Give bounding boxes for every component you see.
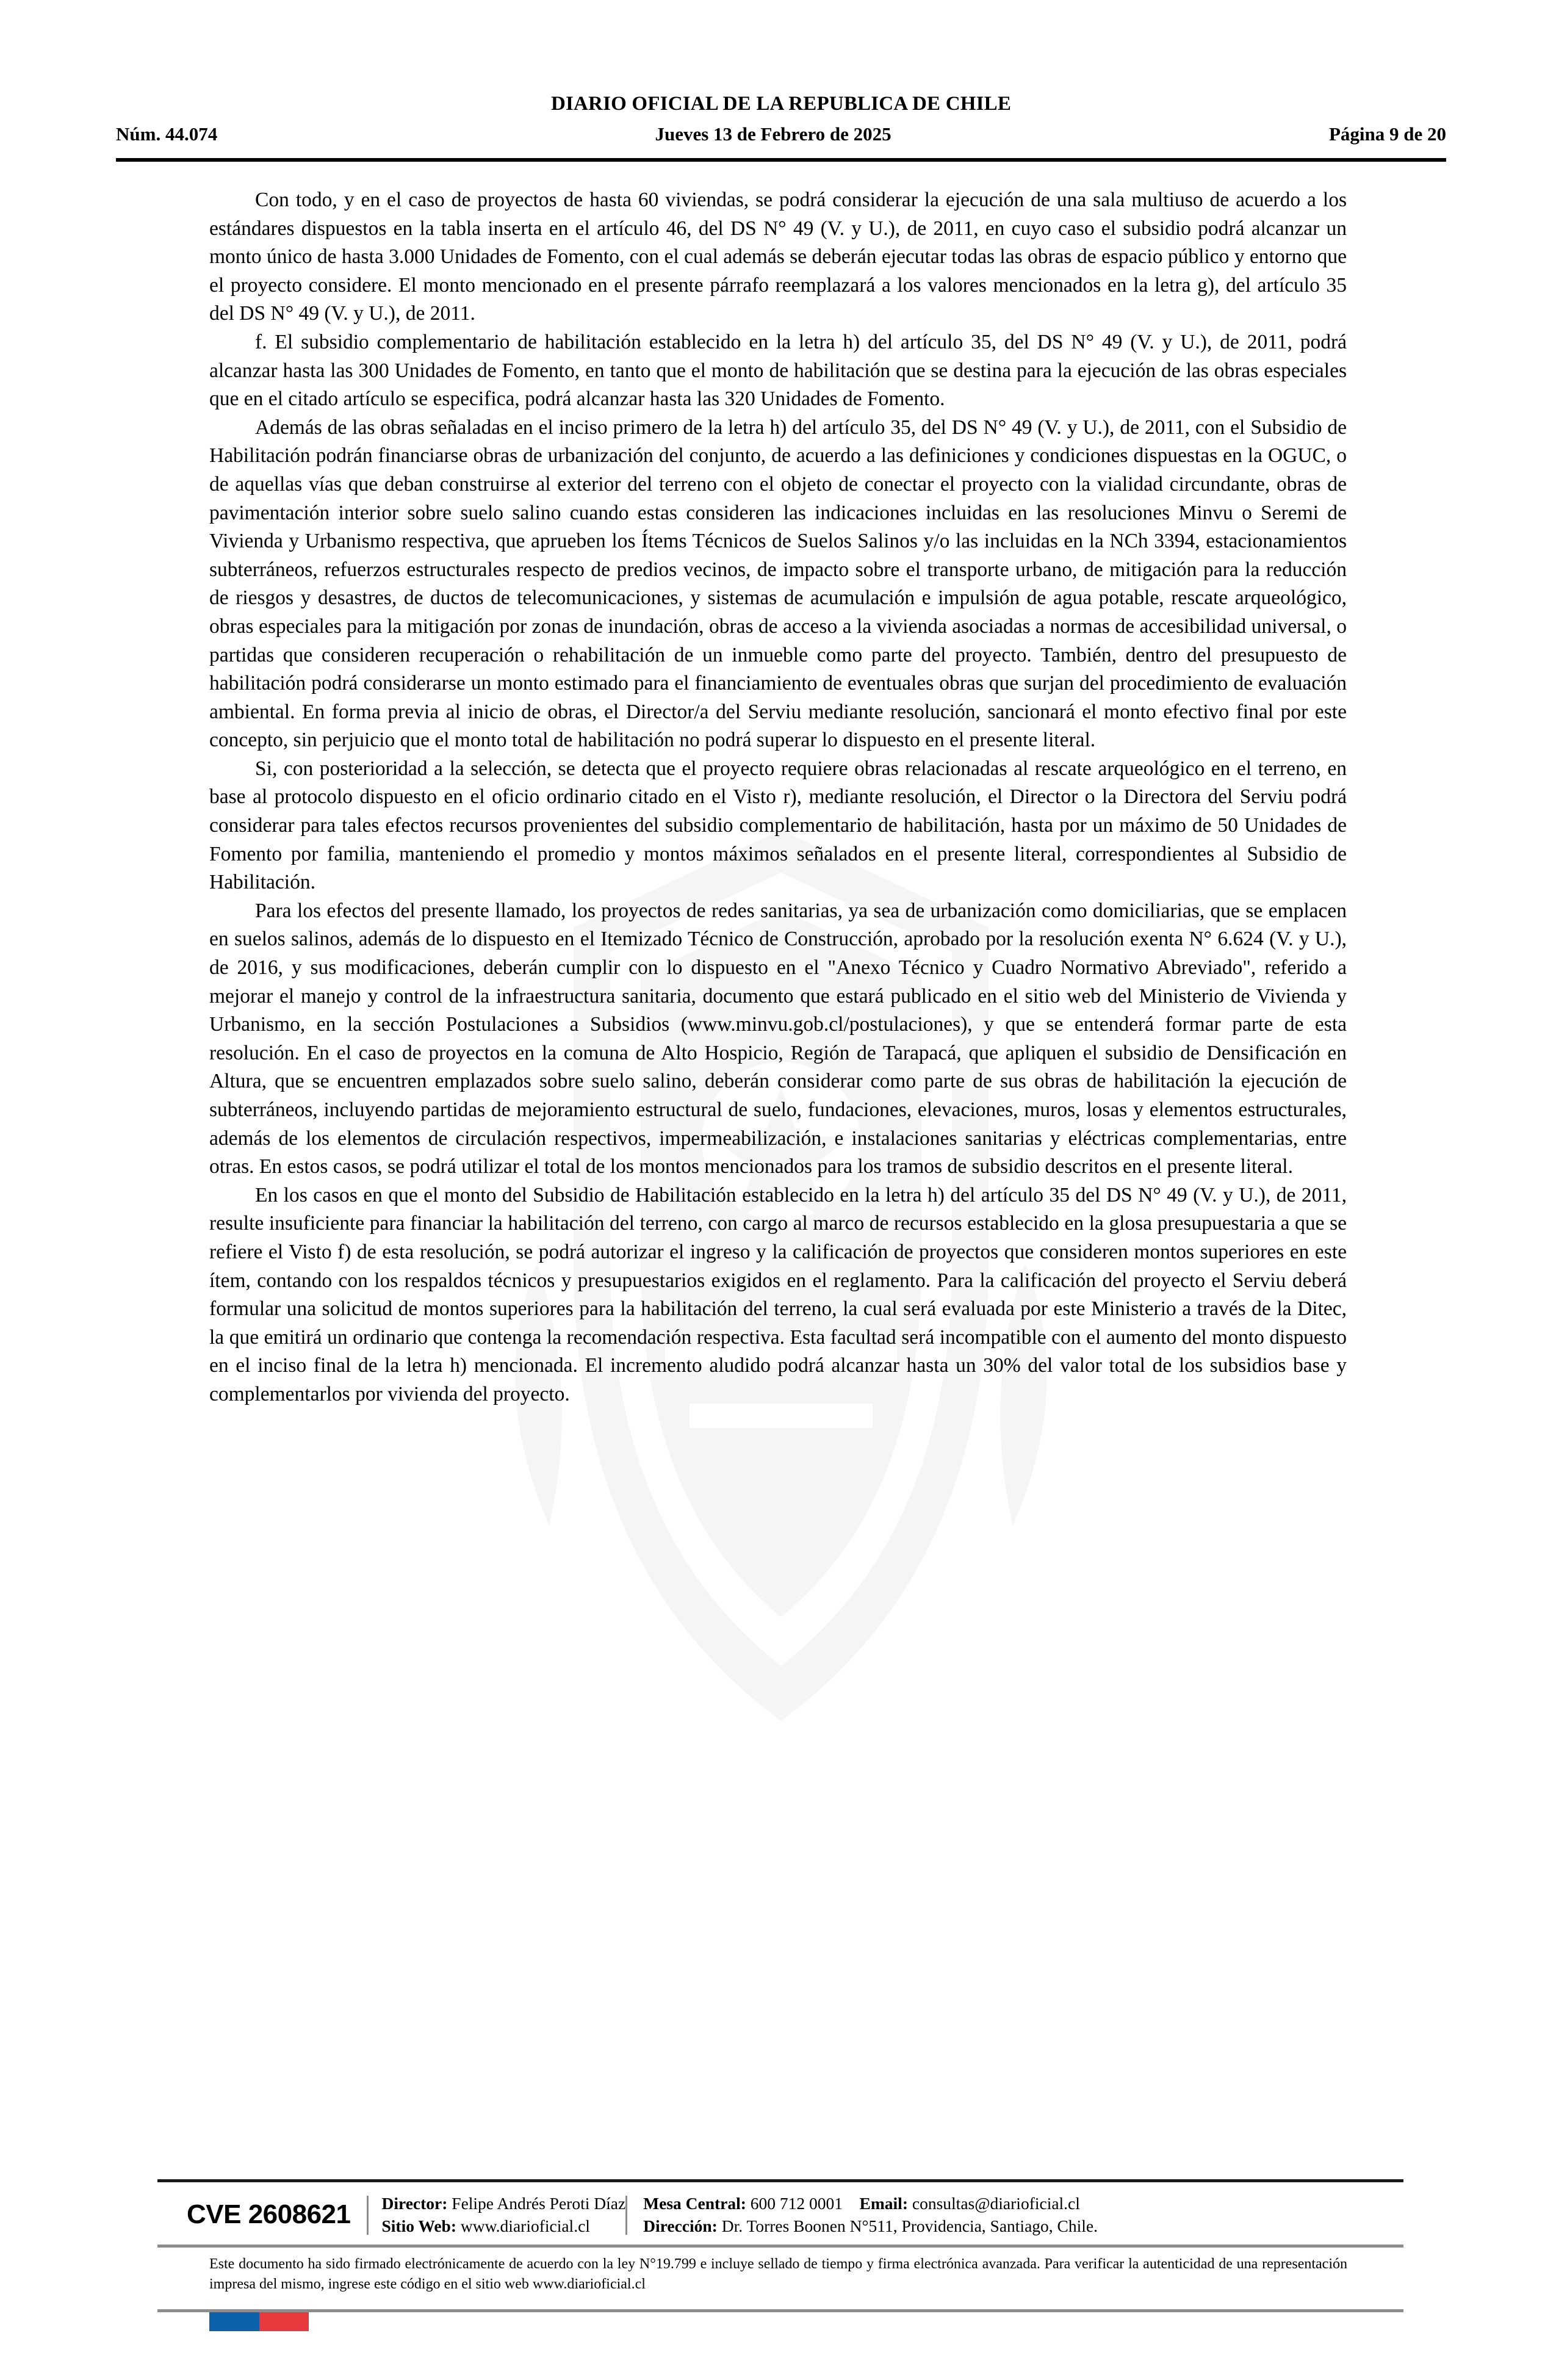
publication-date: Jueves 13 de Febrero de 2025	[655, 123, 891, 145]
website-label: Sitio Web:	[381, 2216, 457, 2235]
flag-red-segment	[259, 2312, 309, 2331]
footer-last-divider	[157, 2309, 1403, 2312]
paragraph: Con todo, y en el caso de proyectos de hasta 60 viviendas, se podrá considerar la ejecución de una sala multiuso de acuerdo a los estándares dispuestos en la tabla inserta en el artículo 46, del DS N° 49 (V. y U.), de 2011, en cuyo caso el subsidio podrá alcanzar un monto único de hasta 3.000 Unidades de Fomento, con el cual además se deberán ejecutar todas las obras de espacio público y entorno que el proyecto considere. El monto mencionado en el presente párrafo reemplazará a los valores mencionados en la letra g), del artículo 35 del DS N° 49 (V. y U.), de 2011.	[209, 189, 1347, 325]
paragraph: Además de las obras señaladas en el inciso primero de la letra h) del artículo 35, del DS N° 49 (V. y U.), de 2011, con el Subsidio de Habilitación podrán financiarse obras de urbanización del conjunto, de acuerdo a las definiciones y condiciones dispuestas en la OGUC, o de aquellas vías que deban construirse al exterior del terreno con el objeto de conectar el proyecto con la vialidad circundante, obras de pavimentación interior sobre suelo salino cuando estas consideren las indicaciones incluidas en las resoluciones Minvu o Seremi de Vivienda y Urbanismo respectiva, que aprueben los Ítems Técnicos de Suelos Salinos y/o las incluidas en la NCh 3394, estacionamientos subterráneos, refuerzos estructurales respecto de predios vecinos, de impacto sobre el transporte urbano, de mitigación para la reducción de riesgos y desastres, de ductos de telecomunicaciones, y sistemas de acumulación e impulsión de agua potable, rescate arqueológico, obras especiales para la mitigación por zonas de inundación, obras de acceso a la vivienda asociadas a normas de accesibilidad universal, o partidas que consideren recuperación o rehabilitación de un inmueble como parte del proyecto. También, dentro del presupuesto de habilitación podrá considerarse un monto estimado para el financiamiento de eventuales obras que surjan del procedimiento de evaluación ambiental. En forma previa al inicio de obras, el Director/a del Serviu mediante resolución, sancionará el monto efectivo final por este concepto, sin perjuicio que el monto total de habilitación no podrá superar lo dispuesto en el presente literal.	[209, 416, 1347, 752]
address-label: Dirección:	[643, 2216, 718, 2235]
address-line	[643, 2215, 1098, 2237]
chile-flag-bar	[209, 2312, 309, 2331]
phone-value: 600 712 0001	[750, 2194, 843, 2213]
paragraph: En los casos en que el monto del Subsidio de Habilitación establecido en la letra h) del artículo 35 del DS N° 49 (V. y U.), de 2011, resulte insuficiente para financiar la habilitación del terreno, con cargo al marco de recursos establecido en la glosa presupuestaria a que se refiere el Visto f) de esta resolución, se podrá autorizar el ingreso y la calificación de proyectos que consideren montos superiores en este ítem, contando con los respaldos técnicos y presupuestarios exigidos en el reglamento. Para la calificación del proyecto el Serviu deberá formular una solicitud de montos superiores para la habilitación del terreno, la cual será evaluada por este Ministerio a través de la Ditec, la que emitirá un ordinario que contenga la recomendación respectiva. Esta facultad será incompatible con el aumento del monto dispuesto en el inciso final de la letra h) mencionada. El incremento aludido podrá alcanzar hasta un 30% del valor total de los subsidios base y complementarlos por vivienda del proyecto.	[209, 1183, 1347, 1405]
footer-bottom-divider	[157, 2245, 1403, 2248]
footer-top-divider	[157, 2179, 1403, 2182]
page-number: Página 9 de 20	[1328, 123, 1446, 145]
paragraph: Si, con posterioridad a la selección, se detecta que el proyecto requiere obras relacionadas al rescate arqueológico en el terreno, en base al protocolo dispuesto en el oficio ordinario citado en el Visto r), mediante resolución, el Director o la Directora del Serviu podrá considerar para tales efectos recursos provenientes del subsidio complementario de habilitación, hasta por un máximo de 50 Unidades de Fomento por familia, manteniendo el promedio y montos máximos señalados en el presente literal, correspondientes al Subsidio de Habilitación.	[209, 757, 1347, 894]
footer-column-contact	[627, 2192, 1098, 2237]
director-line	[382, 2192, 626, 2215]
paragraph: f. El subsidio complementario de habilitación establecido en la letra h) del artículo 35, del DS N° 49 (V. y U.), de 2011, podrá alcanzar hasta las 300 Unidades de Fomento, en tanto que el monto de habilitación que se destina para la ejecución de las obras especiales que en el citado artículo se especifica, podrá alcanzar hasta las 320 Unidades de Fomento.	[209, 330, 1347, 411]
document-body	[209, 186, 1347, 1409]
issue-number: Núm. 44.074	[116, 123, 218, 145]
publication-title: DIARIO OFICIAL DE LA REPUBLICA DE CHILE	[550, 93, 1012, 115]
header-meta-row	[116, 123, 1446, 145]
director-label: Director:	[381, 2194, 448, 2213]
email-label: Email:	[859, 2194, 908, 2213]
address-value: Dr. Torres Boonen N°511, Providencia, Santiago, Chile.	[721, 2216, 1098, 2235]
contact-line	[643, 2192, 1098, 2215]
phone-label: Mesa Central:	[643, 2194, 746, 2213]
director-value: Felipe Andrés Peroti Díaz	[452, 2194, 626, 2213]
cve-code: CVE 2608621	[187, 2199, 351, 2229]
website-line	[382, 2215, 626, 2237]
page-footer	[157, 2192, 1403, 2237]
footer-column-director	[369, 2192, 626, 2237]
electronic-signature-disclaimer: Este documento ha sido firmado electrónicamente de acuerdo con la ley N°19.799 e incluye sellado de tiempo y firma electrónica avanzada. Para verificar la autenticidad de una representación impresa del mismo, ingrese este código en el sitio web www.diarioficial.cl	[209, 2256, 1347, 2292]
email-value[interactable]: consultas@diarioficial.cl	[912, 2194, 1080, 2213]
flag-blue-segment	[209, 2312, 259, 2331]
page-header	[116, 92, 1446, 145]
header-divider	[116, 158, 1446, 162]
paragraph: Para los efectos del presente llamado, los proyectos de redes sanitarias, ya sea de urbanización como domiciliarias, que se emplacen en suelos salinos, además de lo dispuesto en el Itemizado Técnico de Construcción, aprobado por la resolución exenta N° 6.624 (V. y U.), de 2016, y sus modificaciones, deberán cumplir con lo dispuesto en el "Anexo Técnico y Cuadro Normativo Abreviado", referido a mejorar el manejo y control de la infraestructura sanitaria, documento que estará publicado en el sitio web del Ministerio de Vivienda y Urbanismo, en la sección Postulaciones a Subsidios (www.minvu.gob.cl/postulaciones), y que se entenderá formar parte de esta resolución. En el caso de proyectos en la comuna de Alto Hospicio, Región de Tarapacá, que apliquen el subsidio de Densificación en Altura, que se encuentren emplazados sobre suelo salino, deberán considerar como parte de sus obras de habilitación la ejecución de subterráneos, incluyendo partidas de mejoramiento estructural de suelo, fundaciones, elevaciones, muros, losas y elementos estructurales, además de los elementos de circulación respectivos, impermeabilización, e instalaciones sanitarias y eléctricas complementarias, entre otras. En estos casos, se podrá utilizar el total de los montos mencionados para los tramos de subsidio descritos en el presente literal.	[209, 899, 1347, 1178]
website-value[interactable]: www.diarioficial.cl	[460, 2216, 590, 2235]
